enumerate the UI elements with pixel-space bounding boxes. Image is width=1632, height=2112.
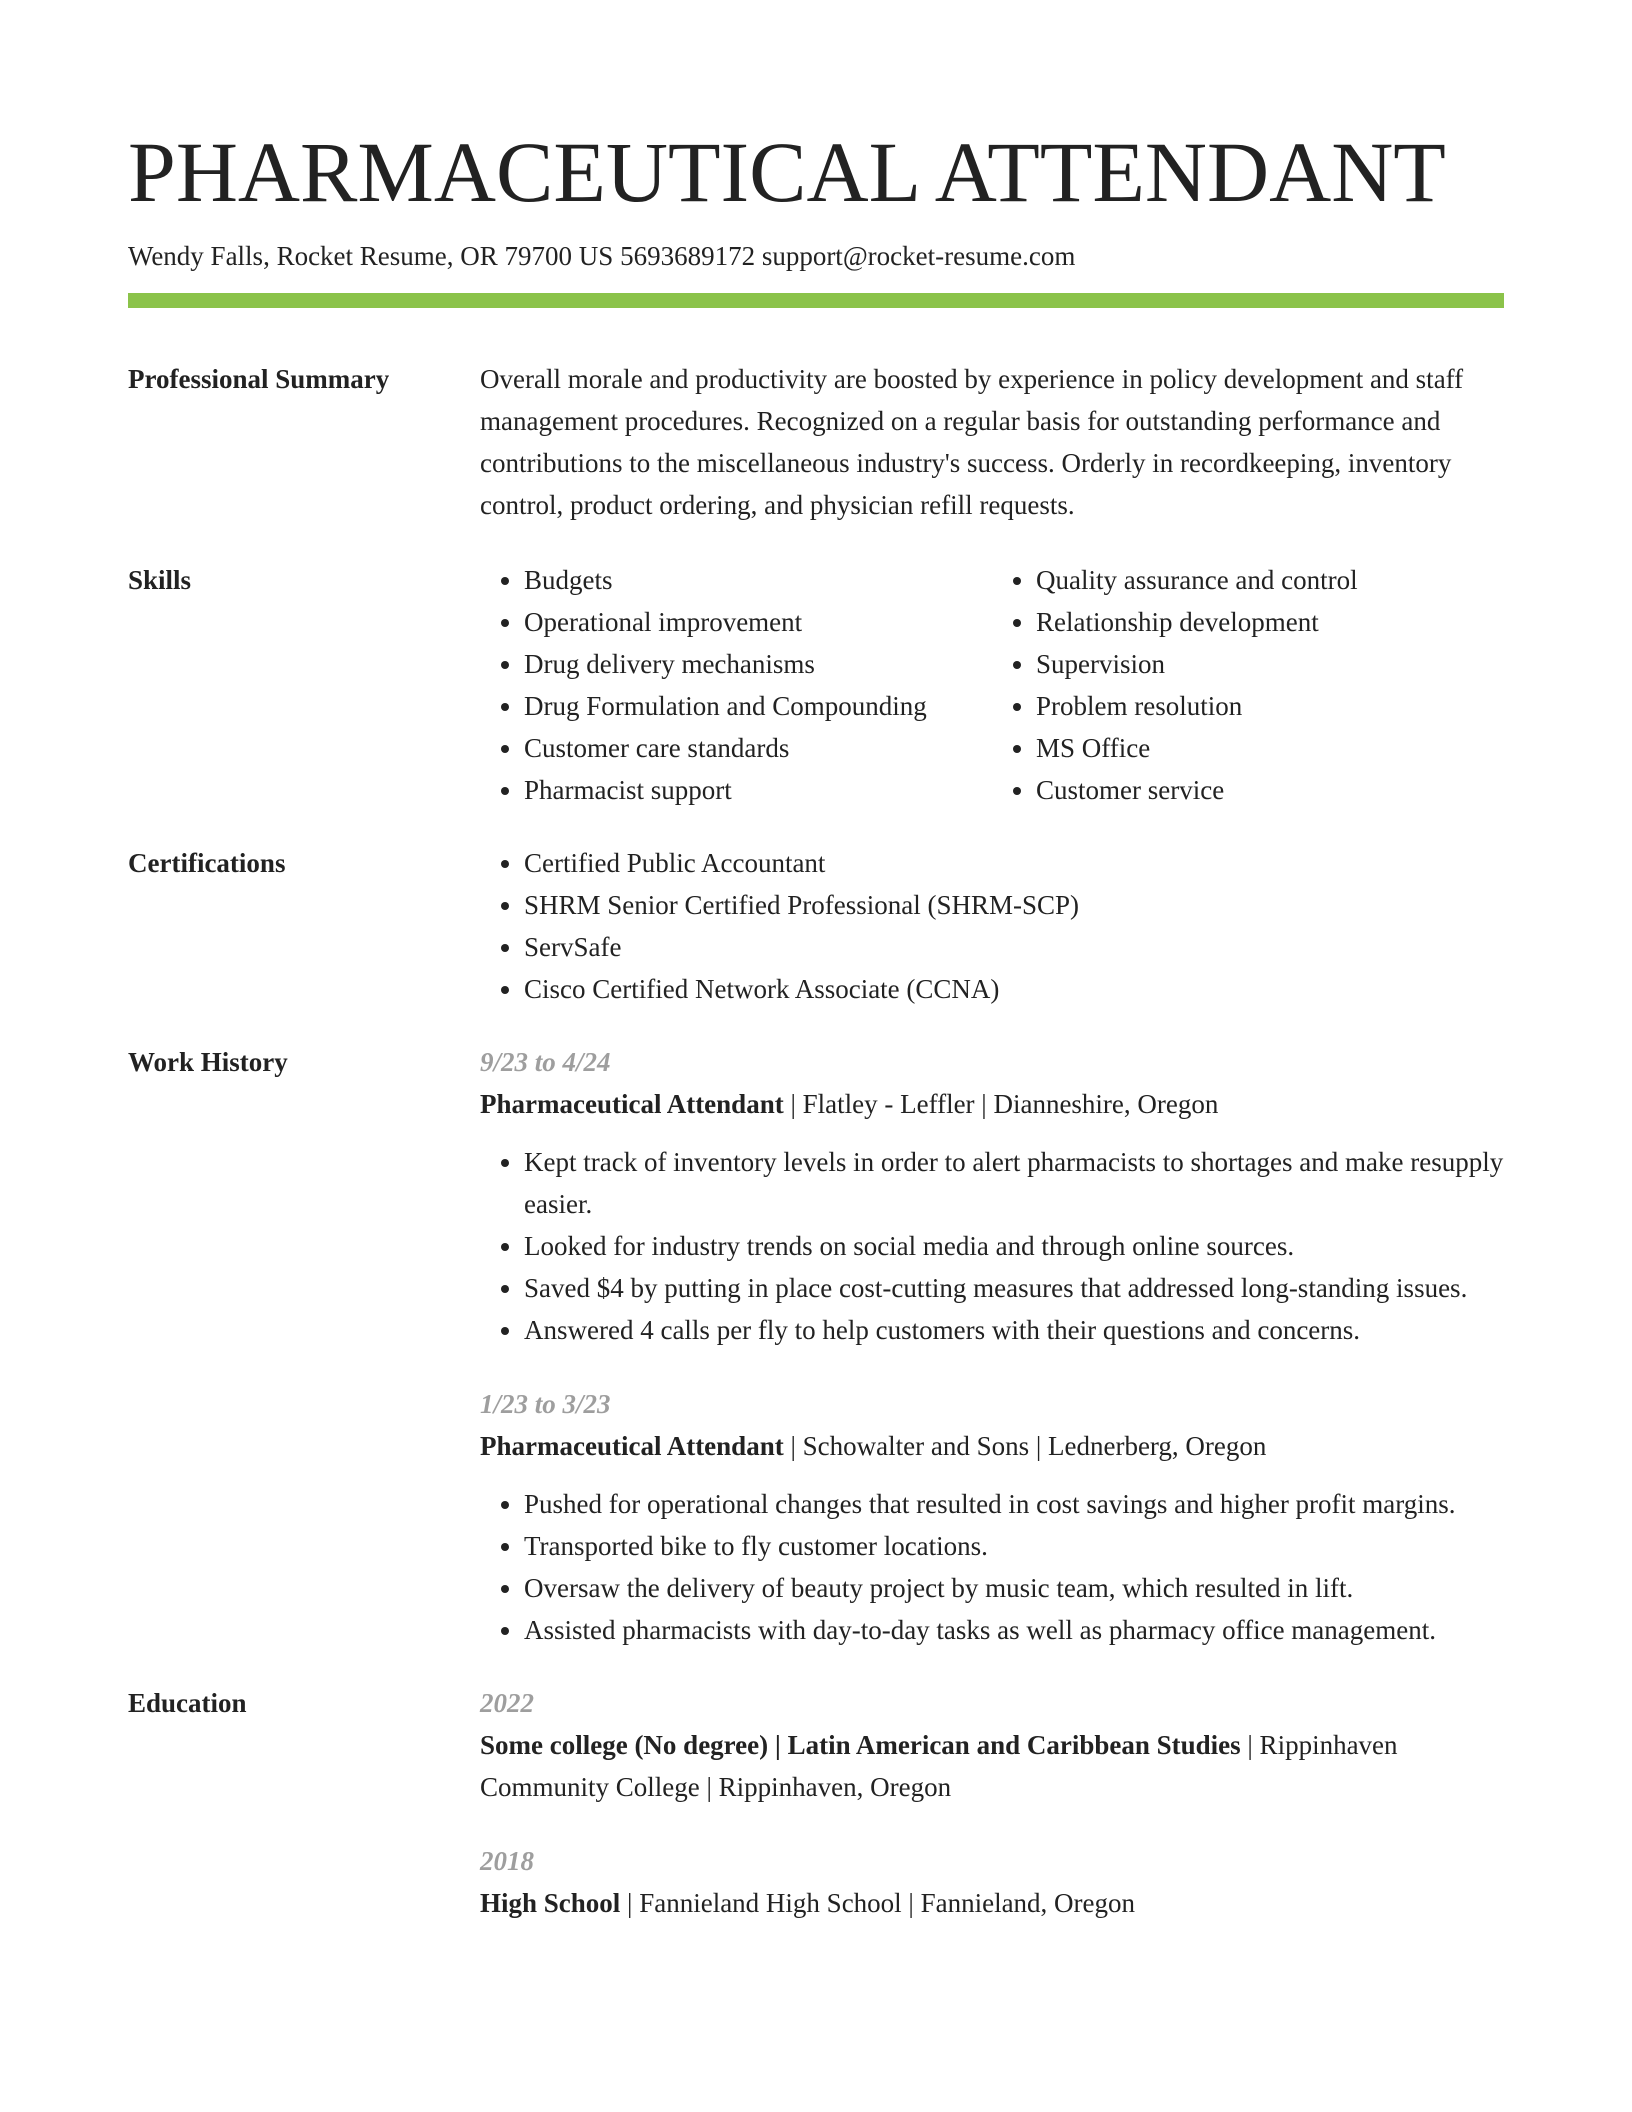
job-title: Pharmaceutical Attendant	[480, 1431, 784, 1461]
section-label-certifications: Certifications	[128, 848, 286, 878]
section-label-skills: Skills	[128, 565, 192, 595]
certifications-section	[128, 842, 1504, 1010]
skill-item: • Budgets	[524, 559, 992, 601]
education-school-location: | Rippinhaven Community College | Rippinhaven, Oregon	[480, 1730, 1398, 1802]
job-heading	[480, 1425, 1504, 1467]
job-entry	[480, 1383, 1504, 1651]
certifications-content	[480, 842, 1504, 1010]
contact-line	[128, 238, 1504, 274]
education-date: 2022	[480, 1688, 534, 1718]
skill-item: • Drug Formulation and Compounding	[524, 685, 992, 727]
certification-item: • Certified Public Accountant	[524, 842, 1504, 884]
job-bullet: • Saved $4 by putting in place cost-cutting measures that addressed long-standing issues.	[524, 1267, 1504, 1309]
work-history-content	[480, 1041, 1504, 1651]
skill-item: • Drug delivery mechanisms	[524, 643, 992, 685]
job-bullet: • Answered 4 calls per fly to help customers with their questions and concerns.	[524, 1309, 1504, 1351]
summary-content	[480, 358, 1504, 526]
education-heading	[480, 1724, 1504, 1808]
job-date: 9/23 to 4/24	[480, 1047, 611, 1077]
education-heading	[480, 1882, 1504, 1924]
job-bullets	[480, 1141, 1504, 1351]
job-bullet: • Assisted pharmacists with day-to-day tasks as well as pharmacy office management.	[524, 1609, 1504, 1651]
resume-title: PHARMACEUTICAL ATTENDANT	[128, 124, 1446, 220]
education-school-location: | Fannieland High School | Fannieland, Oregon	[620, 1888, 1136, 1918]
skill-item: • Quality assurance and control	[1036, 559, 1504, 601]
job-bullet: • Oversaw the delivery of beauty project by music team, which resulted in lift.	[524, 1567, 1504, 1609]
job-bullet: • Kept track of inventory levels in order to alert pharmacists to shortages and make resupply easier.	[524, 1141, 1504, 1225]
work-history-section	[128, 1041, 1504, 1651]
skills-list-right	[992, 559, 1504, 811]
education-entry	[480, 1682, 1504, 1808]
contact-address: Wendy Falls, Rocket Resume, OR 79700 US	[128, 241, 614, 271]
skill-item: • Operational improvement	[524, 601, 992, 643]
skill-item: • Problem resolution	[1036, 685, 1504, 727]
job-bullet: • Pushed for operational changes that resulted in cost savings and higher profit margins.	[524, 1483, 1504, 1525]
skill-item: • Customer service	[1036, 769, 1504, 811]
job-employer-location: | Flatley - Leffler | Dianneshire, Oregon	[783, 1089, 1219, 1119]
contact-phone: 5693689172	[620, 241, 756, 271]
skill-item: • Relationship development	[1036, 601, 1504, 643]
certification-item: • SHRM Senior Certified Professional (SHRM-SCP)	[524, 884, 1504, 926]
education-content	[480, 1682, 1504, 1924]
education-entry	[480, 1840, 1504, 1924]
education-degree: Some college (No degree) | Latin American and Caribbean Studies	[480, 1730, 1241, 1760]
job-title: Pharmaceutical Attendant	[480, 1089, 784, 1119]
summary-text: Overall morale and productivity are boosted by experience in policy development and staff management procedures. Recognized on a regular basis for outstanding performance and contributions to the miscellaneous industry's success. Orderly in recordkeeping, inventory control, product ordering, and physician refill requests.	[480, 364, 1464, 520]
skill-item: • Customer care standards	[524, 727, 992, 769]
job-heading	[480, 1083, 1504, 1125]
job-employer-location: | Schowalter and Sons | Lednerberg, Oregon	[783, 1431, 1267, 1461]
education-degree: High School	[480, 1888, 621, 1918]
certification-item: • ServSafe	[524, 926, 1504, 968]
resume-page	[128, 118, 1504, 1924]
section-label-education: Education	[128, 1688, 247, 1718]
certification-item: • Cisco Certified Network Associate (CCNA)	[524, 968, 1504, 1010]
skill-item: • MS Office	[1036, 727, 1504, 769]
section-label-work-history: Work History	[128, 1047, 288, 1077]
job-date: 1/23 to 3/23	[480, 1389, 611, 1419]
skills-content	[480, 559, 1504, 811]
job-bullets	[480, 1483, 1504, 1651]
job-bullet: • Looked for industry trends on social media and through online sources.	[524, 1225, 1504, 1267]
summary-section	[128, 358, 1504, 526]
skills-section	[128, 559, 1504, 811]
section-label-summary: Professional Summary	[128, 364, 390, 394]
skill-item: • Pharmacist support	[524, 769, 992, 811]
education-section	[128, 1682, 1504, 1924]
contact-email: support@rocket-resume.com	[761, 241, 1076, 271]
header-divider	[128, 293, 1504, 308]
certifications-list	[480, 842, 1504, 1010]
skills-list-left	[480, 559, 992, 811]
job-bullet: • Transported bike to fly customer locations.	[524, 1525, 1504, 1567]
skill-item: • Supervision	[1036, 643, 1504, 685]
job-entry	[480, 1041, 1504, 1351]
education-date: 2018	[480, 1846, 534, 1876]
